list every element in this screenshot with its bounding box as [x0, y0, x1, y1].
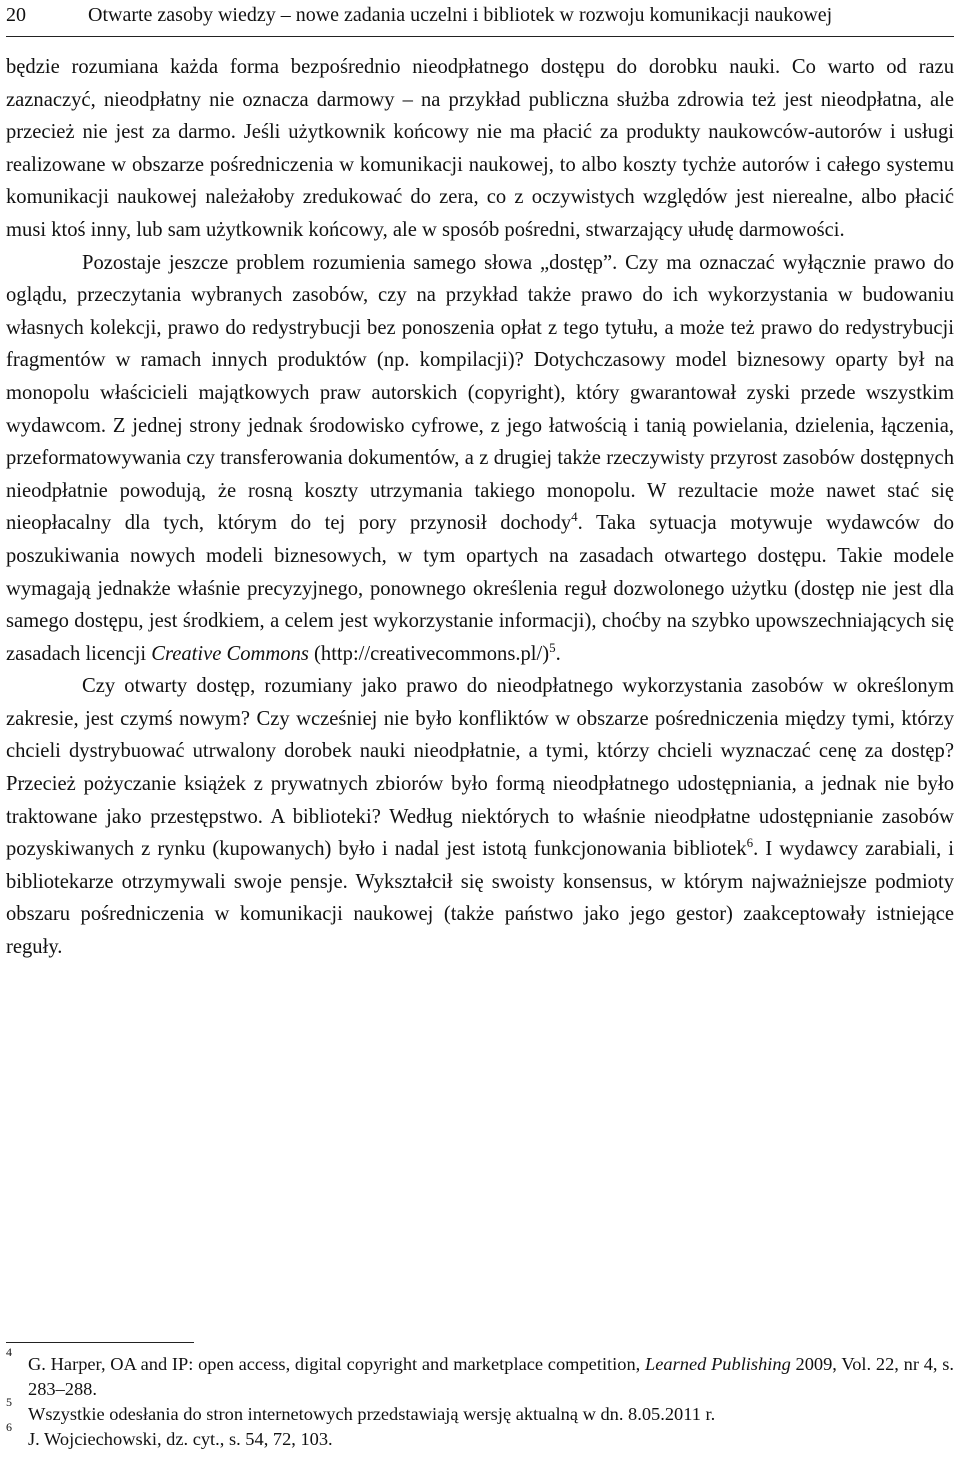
footnote-ref-4[interactable]: 4: [571, 509, 578, 525]
journal-title: Learned Publishing: [645, 1354, 791, 1374]
body-text: [6, 51, 954, 964]
creative-commons-term: Creative Commons: [151, 642, 309, 665]
running-header: [6, 0, 954, 37]
footnote-4: 4 G. Harper, OA and IP: open access, digital copyright and marketplace competition, Learned Publishing 2009, Vol. 22, nr 4, s. 283–288.: [6, 1345, 954, 1399]
footnote-6: 6 J. Wojciechowski, dz. cyt., s. 54, 72, 103.: [6, 1420, 333, 1449]
footnote-ref-5[interactable]: 5: [549, 639, 556, 655]
paragraph-1: będzie rozumiana każda forma bezpośrednio nieodpłatnego dostępu do dorobku nauki. Co warto od razu zaznaczyć, nieodpłatny nie oznacza darmowy – na przykład publiczna służba zdrowia też jest nieodpłatna, ale przecież nie jest za darmo. Jeśli użytkownik końcowy nie ma płacić za produkty naukowców-autorów i usługi realizowane w obszarze pośredniczenia w komunikacji naukowej, to albo koszty tychże autorów i całego systemu komunikacji naukowej należałoby zredukować do zera, co z oczywistych względów jest nierealne, albo płacić musi ktoś inny, lub sam użytkownik końcowy, ale w sposób pośredni, stwarzający ułudę darmowości.: [6, 56, 954, 241]
paragraph-2: Pozostaje jeszcze problem rozumienia samego słowa „dostęp”. Czy ma oznaczać wyłącznie prawo do oglądu, przeczytania wybranych zasobów, czy na przykład także prawo do ich wykorzystania w budowaniu własnych kolekcji, prawo do redystrybucji bez ponoszenia opłat z tego tytułu, a może też prawo do redystrybucji fragmentów w ramach innych produktów (np. kompilacji)? Dotychczasowy model biznesowy oparty był na monopolu właścicieli majątkowych praw autorskich (copyright), który gwarantował zyski przede wszystkim wydawcom. Z jednej strony jednak środowisko cyfrowe, z jego łatwością i tanią powielania, dzielenia, łączenia, przeformatowywania czy transferowania dokumentów, a z drugiej także rzeczywisty przyrost zasobów dostępnych nieodpłatnie powodują, że rosną koszty utrzymania takiego monopolu. W rezultacie może nawet stać się nieopłacalny dla tych, którym do tej pory przynosił dochody$^4$. Taka sytuacja motywuje wydawców do poszukiwania nowych modeli biznesowych, w tym opartych na zasadach otwartego dostępu. Takie modele wymagają jednakże właśnie precyzyjnego, ponownego określenia reguł dozwolonego użytku (dostęp nie jest dla samego dostępu, jest środkiem, a celem jest wykorzystanie informacji), choćby na szybko upowszechniających się zasadach licencji Creative Commons (http://creativecommons.pl/)$^5$.: [6, 251, 954, 665]
footnote-number: 4: [6, 1345, 12, 1359]
footnote-5: 5 Wszystkie odesłania do stron internetowych przedstawiają wersję aktualną w dn. 8.05.2011 r.: [6, 1395, 716, 1424]
running-title: Otwarte zasoby wiedzy – nowe zadania uczelni i bibliotek w rozwoju komunikacji naukowej: [88, 4, 833, 26]
paragraph-3: Czy otwarty dostęp, rozumiany jako prawo do nieodpłatnego wykorzystania zasobów w określonym zakresie, jest czymś nowym? Czy wcześniej nie było konfliktów w obszarze pośredniczenia między tymi, którzy chcieli dystrybuować utrwalony dorobek nauki nieodpłatnie, a tymi, którzy chcieli wyznaczać cenę za dostęp? Przecież pożyczanie książek z prywatnych zbiorów było formą nieodpłatnego udostępniania, a jednak nie było traktowane jako przestępstwo. A biblioteki? Według niektórych to właśnie nieodpłatne udostępnianie zasobów pozyskiwanych z rynku (kupowanych) było i nadal jest istotą funkcjonowania bibliotek$^6$. I wydawcy zarabiali, i bibliotekarze otrzymywali swoje pensje. Wykształcił się swoisty konsensus, w którym najważniejsze podmioty obszaru pośredniczenia w komunikacji naukowej (także państwo jako jego gestor) zaakceptowały istniejące reguły.: [6, 675, 954, 959]
footnote-number: 5: [6, 1395, 12, 1409]
footnote-ref-6[interactable]: 6: [746, 835, 754, 851]
page-number: 20: [6, 4, 26, 26]
footnotes: [6, 1345, 954, 1452]
footnote-number: 6: [6, 1420, 12, 1434]
footnote-separator: [6, 1342, 194, 1343]
creative-commons-url[interactable]: (http://creativecommons.pl/): [308, 642, 550, 665]
